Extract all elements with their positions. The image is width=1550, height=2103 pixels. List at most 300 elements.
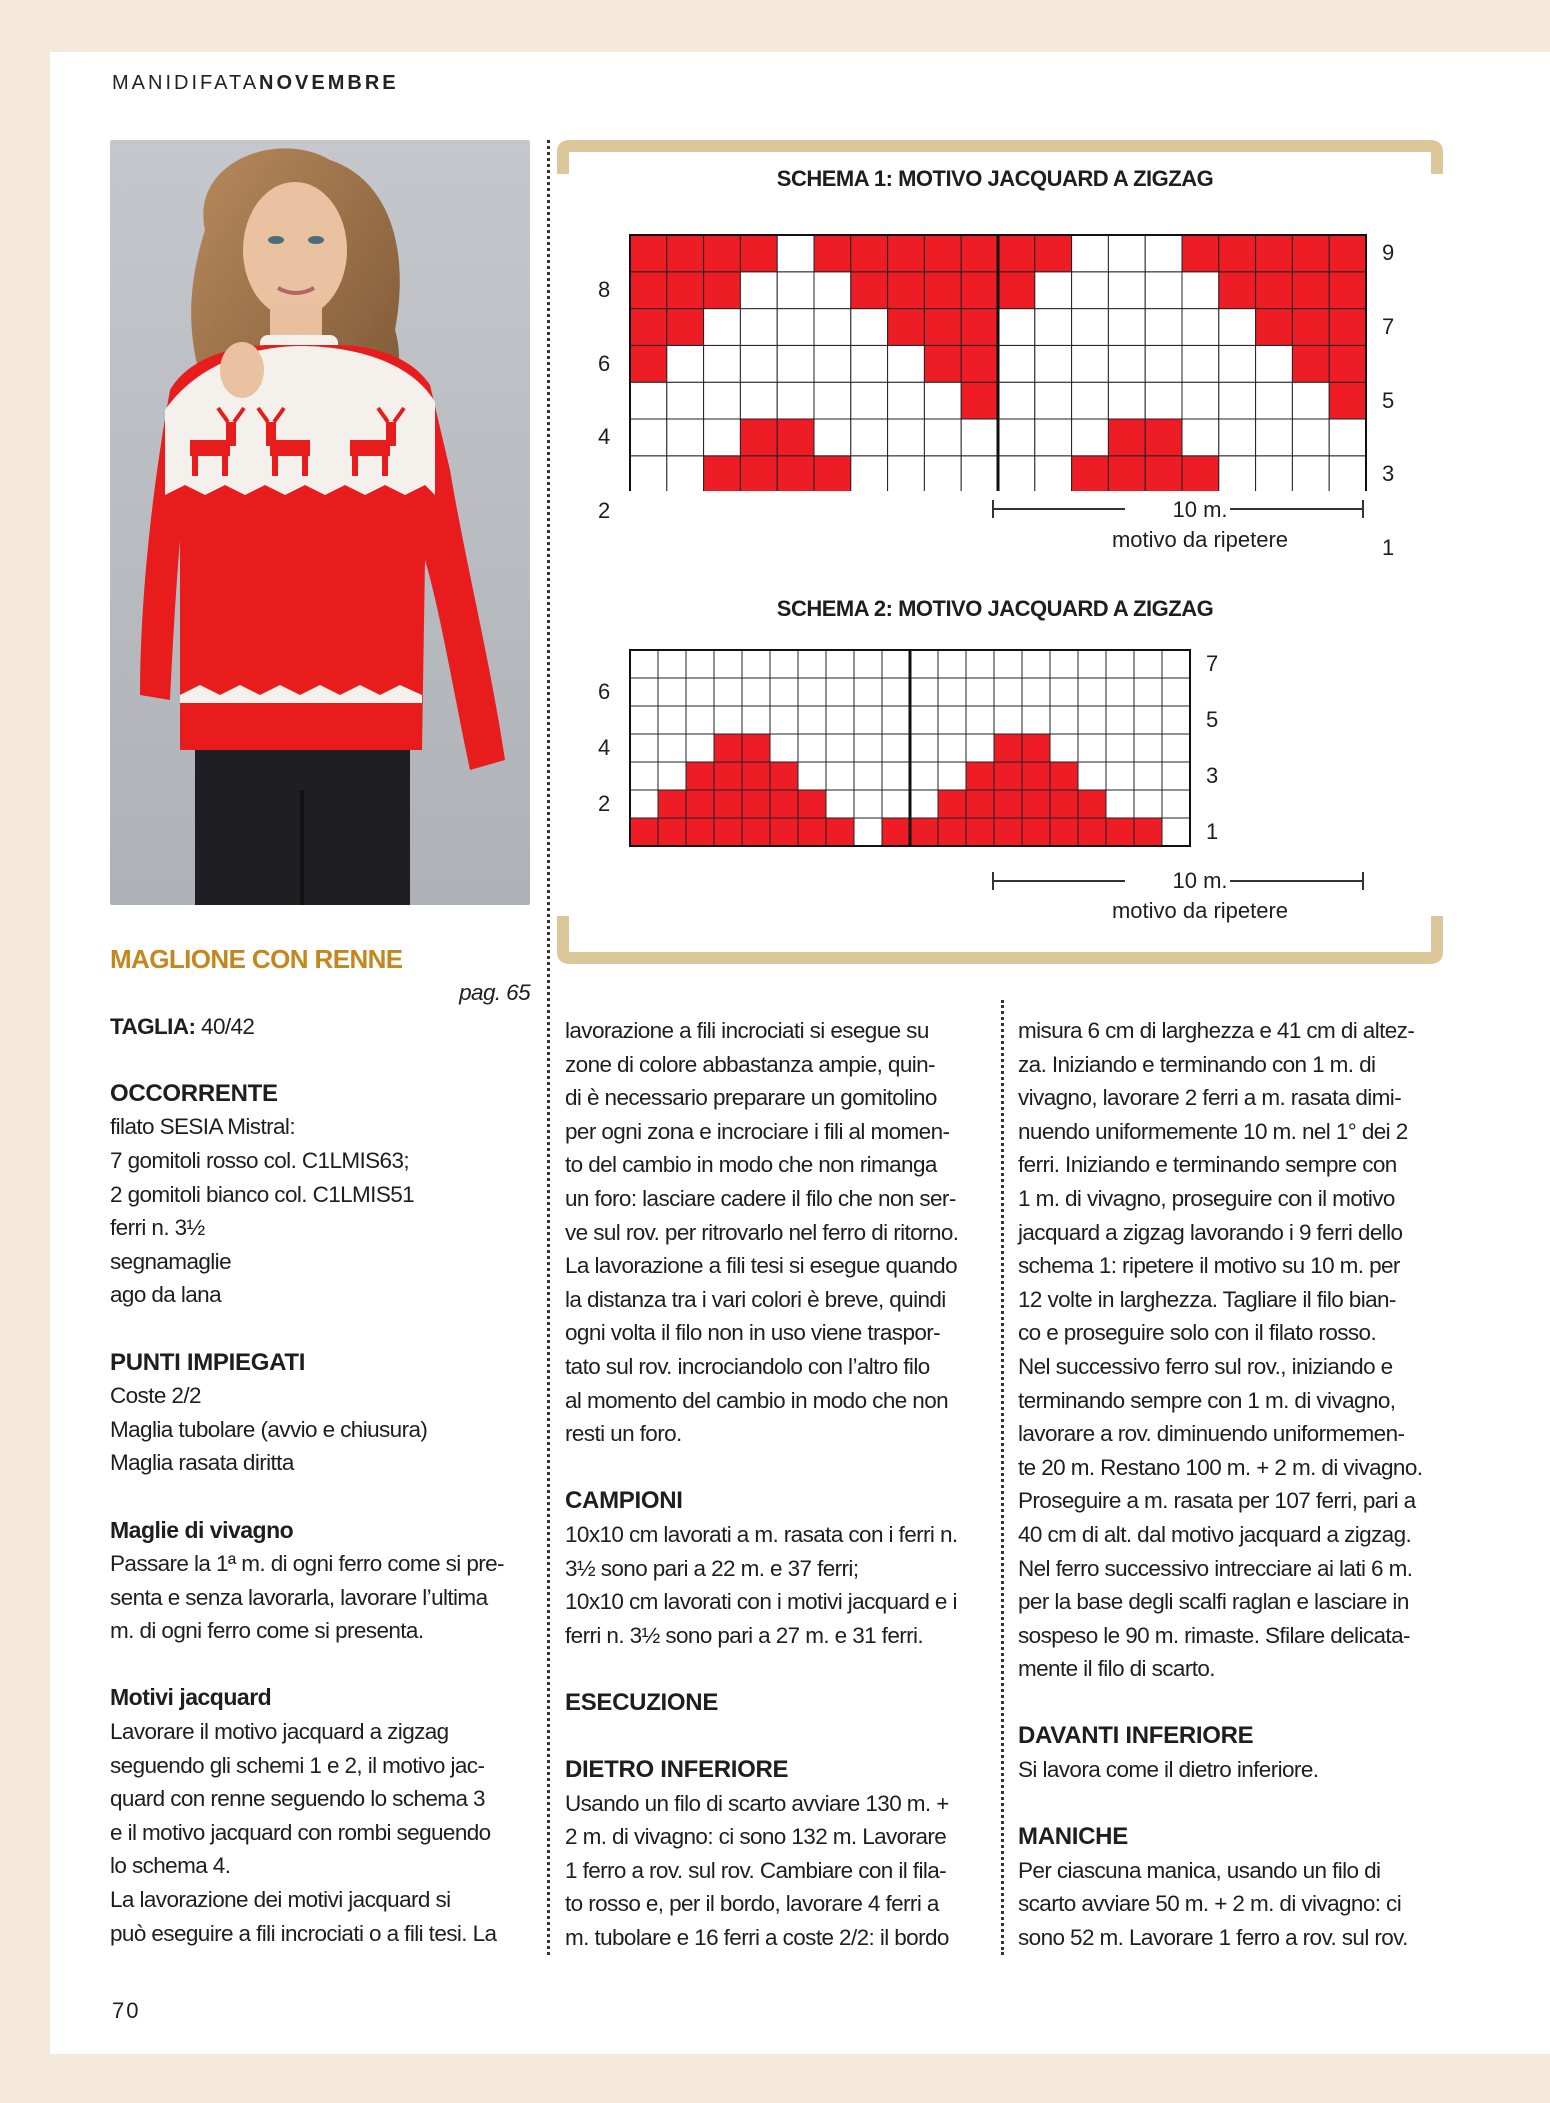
intro-line: al momento del cambio in modo che non (565, 1387, 949, 1413)
schema1-cell (1145, 419, 1182, 456)
schema1-cell (1292, 272, 1329, 309)
schema2-cell (938, 650, 966, 678)
schema1-cell (1256, 345, 1293, 382)
schema1-cell (630, 309, 667, 346)
schema2-cell (826, 678, 854, 706)
schema2-cell (630, 706, 658, 734)
schema1-cell (1329, 272, 1366, 309)
schema2-repeat-text: motivo da ripetere (1111, 898, 1289, 923)
schema2-cell (882, 678, 910, 706)
schema2-cell (1106, 790, 1134, 818)
schema2-cell (854, 734, 882, 762)
vivagno-line: m. di ogni ferro come si presenta. (110, 1618, 424, 1644)
schema2-cell (882, 650, 910, 678)
schema2-cell (770, 650, 798, 678)
schema2-cell (770, 818, 798, 846)
schema1-cell (1256, 272, 1293, 309)
schema1-cell (998, 272, 1035, 309)
schema2-cell (798, 706, 826, 734)
schema2-cell (630, 818, 658, 846)
schema2-cell (966, 734, 994, 762)
schema1-cell (961, 309, 998, 346)
schema1-cell (814, 235, 851, 272)
schema1-cell (924, 456, 961, 491)
schema2-cell (1134, 678, 1162, 706)
schema2-cell (994, 734, 1022, 762)
schema1-cell (1256, 235, 1293, 272)
schema1-cell (814, 456, 851, 491)
cont-line: 40 cm di alt. dal motivo jacquard a zigzag. (1018, 1521, 1412, 1547)
schema1-cell (1182, 309, 1219, 346)
schema2-cell (966, 790, 994, 818)
schema1-cell (1292, 382, 1329, 419)
schema1-cell (1329, 235, 1366, 272)
schema2-cell (854, 678, 882, 706)
schema2-cell (658, 734, 686, 762)
schema1-row-number: 2 (598, 498, 611, 523)
davanti-heading: DAVANTI INFERIORE (1018, 1722, 1254, 1750)
schema2-cell (966, 762, 994, 790)
schema1-cell (1145, 272, 1182, 309)
intro-line: la distanza tra i vari colori è breve, quindi (565, 1286, 946, 1312)
schema1-cell (630, 345, 667, 382)
schema1-cell (704, 235, 741, 272)
schema2-cell (1022, 790, 1050, 818)
schema2-cell (798, 650, 826, 678)
schema2-cell (1106, 762, 1134, 790)
schema2-cell (658, 762, 686, 790)
schema1-cell (888, 345, 925, 382)
schema1-repeat-label (1050, 495, 1350, 555)
campioni-line: ferri n. 3½ sono pari a 27 m. e 31 ferri. (565, 1622, 924, 1648)
schema1-cell (1035, 235, 1072, 272)
jacquard-line: e il motivo jacquard con rombi seguendo (110, 1819, 491, 1845)
schema2-cell (882, 706, 910, 734)
schema1-cell (814, 382, 851, 419)
schema1-cell (777, 309, 814, 346)
schema1-row-number: 9 (1382, 240, 1395, 266)
schema1-cell (1145, 382, 1182, 419)
schema1-cell (1182, 272, 1219, 309)
schema2-row-number: 2 (598, 791, 611, 816)
schema2-cell (686, 678, 714, 706)
schema1-cell (1256, 419, 1293, 456)
size-line (110, 1010, 530, 1044)
schema1-cell (961, 345, 998, 382)
schema2-cell (798, 734, 826, 762)
schema1-cell (1145, 309, 1182, 346)
dietro-line: 1 ferro a rov. sul rov. Cambiare con il fila- (565, 1857, 947, 1883)
schema1-cell (998, 419, 1035, 456)
schema2-cell (1106, 678, 1134, 706)
schema1-cell (667, 456, 704, 491)
schema1-cell (630, 419, 667, 456)
schema2-cell (742, 650, 770, 678)
schema2-cell (658, 678, 686, 706)
schema2-cell (742, 678, 770, 706)
schema2-cell (1022, 650, 1050, 678)
intro-line: zone di colore abbastanza ampie, quin- (565, 1051, 935, 1077)
schema1-cell (1329, 309, 1366, 346)
schema1-cell (1035, 419, 1072, 456)
column-3 (1018, 1014, 1448, 1955)
schema1-row-number: 7 (1382, 314, 1395, 339)
schema1-cell (777, 235, 814, 272)
punti-line: Coste 2/2 (110, 1383, 201, 1409)
schema2-cell (1134, 818, 1162, 846)
schema1-cell (851, 382, 888, 419)
schema2-cell (770, 762, 798, 790)
size-label: TAGLIA: (110, 1013, 196, 1039)
schema1-cell (924, 272, 961, 309)
schema2-cell (826, 650, 854, 678)
schema2-cell (938, 734, 966, 762)
schema2-cell (826, 706, 854, 734)
schema2-cell (630, 650, 658, 678)
schema2-cell (714, 762, 742, 790)
schema1-cell (1329, 419, 1366, 456)
campioni-heading: CAMPIONI (565, 1487, 683, 1515)
schema1-cell (1072, 309, 1109, 346)
dietro-line: m. tubolare e 16 ferri a coste 2/2: il bordo (565, 1925, 949, 1951)
schema1-cell (777, 382, 814, 419)
schema2-cell (1134, 706, 1162, 734)
schema2-cell (994, 706, 1022, 734)
cont-line: mente il filo di scarto. (1018, 1656, 1215, 1682)
schema2-cell (1022, 678, 1050, 706)
jacquard-line: La lavorazione dei motivi jacquard si (110, 1887, 451, 1913)
schema2-cell (1078, 790, 1106, 818)
schema1-cell (1108, 272, 1145, 309)
schema1-row-number: 5 (1382, 387, 1395, 413)
cont-line: schema 1: ripetere il motivo su 10 m. per (1018, 1253, 1400, 1279)
schema1-row-number: 1 (1382, 534, 1395, 560)
schema1-cell (1072, 272, 1109, 309)
schema1-cell (704, 456, 741, 491)
schema2-row-number: 1 (1206, 819, 1219, 844)
schema1-cell (777, 419, 814, 456)
schema2-cell (1050, 818, 1078, 846)
schema1-cell (1219, 345, 1256, 382)
schema1-cell (1072, 419, 1109, 456)
schema2-cell (994, 790, 1022, 818)
schema2-cell (770, 734, 798, 762)
schema1-cell (924, 345, 961, 382)
cont-line: misura 6 cm di larghezza e 41 cm di altez- (1018, 1018, 1415, 1043)
schema2-cell (1106, 818, 1134, 846)
schema2-row-number: 4 (598, 735, 611, 760)
schema2-row-number: 3 (1206, 763, 1219, 788)
schema2-cell (826, 790, 854, 818)
schema1-cell (704, 272, 741, 309)
schema1-cell (998, 345, 1035, 382)
schema2-cell (686, 650, 714, 678)
vivagno-line: Passare la 1ª m. di ogni ferro come si pre- (110, 1551, 504, 1577)
schema2-cell (742, 706, 770, 734)
schema1-cell (777, 272, 814, 309)
occorrente-line: segnamaglie (110, 1248, 231, 1274)
schema2-cell (910, 706, 938, 734)
dietro-line: to rosso e, per il bordo, lavorare 4 ferri a (565, 1891, 939, 1917)
schema2-cell (686, 762, 714, 790)
schema1-cell (814, 272, 851, 309)
schema2-cell (910, 734, 938, 762)
schema1-cell (814, 309, 851, 346)
schema1-cell (851, 456, 888, 491)
schema2-cell (1134, 762, 1162, 790)
schema2-cell (910, 818, 938, 846)
schema1-cell (1035, 382, 1072, 419)
cont-line: vivagno, lavorare 2 ferri a m. rasata dimi- (1018, 1085, 1402, 1111)
schema2-cell (1078, 818, 1106, 846)
maniche-line: sono 52 m. Lavorare 1 ferro a rov. sul rov. (1018, 1925, 1408, 1951)
column-divider-right (1001, 1000, 1004, 1955)
jacquard-line: quard con renne seguendo lo schema 3 (110, 1786, 485, 1812)
schema2-cell (854, 790, 882, 818)
jacquard-line: Lavorare il motivo jacquard a zigzag (110, 1719, 449, 1745)
schema1-cell (1072, 235, 1109, 272)
punti-line: Maglia rasata diritta (110, 1450, 294, 1476)
schema2-cell (910, 762, 938, 790)
schema2-cell (714, 734, 742, 762)
cont-line: sospeso le 90 m. rimaste. Sfilare delicata- (1018, 1622, 1410, 1648)
cont-line: co e proseguire solo con il filato rosso. (1018, 1320, 1377, 1346)
schema2-cell (1078, 678, 1106, 706)
schema1-cell (1145, 456, 1182, 491)
schema2-cell (1162, 818, 1190, 846)
vivagno-line: senta e senza lavorarla, lavorare l’ultima (110, 1584, 488, 1610)
schema2-grid (628, 648, 1368, 850)
sweater-photo (110, 140, 530, 905)
schema1-cell (704, 345, 741, 382)
schema2-cell (630, 678, 658, 706)
schema1-row-number: 8 (598, 277, 611, 303)
schema1-cell (740, 272, 777, 309)
schema2-cell (854, 762, 882, 790)
intro-line: tato sul rov. incrociandolo con l’altro filo (565, 1353, 930, 1379)
schema2-cell (1022, 818, 1050, 846)
schema1-cell (1292, 456, 1329, 491)
davanti-line: Si lavora come il dietro inferiore. (1018, 1757, 1319, 1783)
schema1-cell (704, 309, 741, 346)
schema1-cell (998, 456, 1035, 491)
schema2-cell (630, 790, 658, 818)
schema2-cell (1162, 762, 1190, 790)
schema1-cell (1219, 309, 1256, 346)
schema1-cell (1035, 456, 1072, 491)
schema2-cell (1134, 650, 1162, 678)
schema1-cell (1035, 345, 1072, 382)
jacquard-line: seguendo gli schemi 1 e 2, il motivo jac- (110, 1752, 485, 1778)
schema1-cell (1329, 345, 1366, 382)
schema2-cell (1078, 706, 1106, 734)
schema2-cell (686, 818, 714, 846)
intro-line: resti un foro. (565, 1421, 682, 1447)
schema2-cell (1022, 706, 1050, 734)
schema2-cell (686, 706, 714, 734)
schema2-cell (1162, 678, 1190, 706)
cont-line: Nel ferro successivo intrecciare ai lati 6 m. (1018, 1555, 1413, 1581)
schema1-cell (888, 235, 925, 272)
page-number: 70 (112, 1998, 141, 2023)
intro-line: ve sul rov. per ritrovarlo nel ferro di ritorno. (565, 1219, 959, 1245)
schema1-cell (1256, 382, 1293, 419)
schema1-cell (1292, 309, 1329, 346)
intro-line: lavorazione a fili incrociati si esegue su (565, 1018, 929, 1043)
schema1-row-number: 4 (598, 424, 611, 450)
schema1-cell (740, 419, 777, 456)
campioni-line: 10x10 cm lavorati a m. rasata con i ferri n. (565, 1521, 958, 1547)
schema1-row-number: 3 (1382, 461, 1395, 487)
schema2-cell (714, 818, 742, 846)
cont-line: za. Iniziando e terminando con 1 m. di (1018, 1051, 1376, 1077)
schema2-cell (1022, 734, 1050, 762)
schema1-repeat-text: motivo da ripetere (1111, 527, 1289, 552)
schema1-cell (961, 272, 998, 309)
schema1-cell (888, 382, 925, 419)
schema1-cell (1292, 345, 1329, 382)
occorrente-line: 2 gomitoli bianco col. C1LMIS51 (110, 1181, 415, 1207)
schema2-cell (1106, 734, 1134, 762)
schema1-cell (667, 382, 704, 419)
schema1-cell (1108, 345, 1145, 382)
schema1-cell (998, 309, 1035, 346)
schema2-cell (770, 790, 798, 818)
schema2-cell (1078, 734, 1106, 762)
occorrente-line: ago da lana (110, 1282, 222, 1308)
schema2-repeat-stitches: 10 m. (1172, 868, 1228, 893)
schema1-cell (777, 345, 814, 382)
punti-heading: PUNTI IMPIEGATI (110, 1348, 306, 1376)
schema2-cell (1106, 706, 1134, 734)
schema1-cell (961, 235, 998, 272)
schema2-cell (994, 650, 1022, 678)
schema1-cell (667, 235, 704, 272)
schema2-cell (966, 678, 994, 706)
occorrente-line: filato SESIA Mistral: (110, 1114, 295, 1140)
schema2-cell (630, 762, 658, 790)
schema1-cell (924, 309, 961, 346)
schema1-cell (1108, 419, 1145, 456)
schema1-title: SCHEMA 1: MOTIVO JACQUARD A ZIGZAG (776, 166, 1214, 191)
schema2-cell (938, 762, 966, 790)
schema1-cell (630, 382, 667, 419)
schema1-cell (1219, 419, 1256, 456)
schema2-cell (1078, 650, 1106, 678)
schema1-cell (740, 345, 777, 382)
schema2-cell (770, 706, 798, 734)
schema2-cell (854, 706, 882, 734)
cont-line: 1 m. di vivagno, proseguire con il motivo (1018, 1185, 1395, 1211)
column-1 (110, 942, 530, 1950)
article-title: MAGLIONE CON RENNE (110, 944, 403, 974)
schema1-cell (1145, 235, 1182, 272)
schema2-cell (994, 818, 1022, 846)
cont-line: lavorare a rov. diminuendo uniformemen- (1018, 1421, 1405, 1447)
schema2-cell (994, 762, 1022, 790)
cont-line: ferri. Iniziando e terminando sempre con (1018, 1152, 1397, 1178)
schema2-cell (742, 762, 770, 790)
schema1-cell (1182, 345, 1219, 382)
schema2-cell (742, 790, 770, 818)
jacquard-line: lo schema 4. (110, 1853, 231, 1879)
dietro-line: Usando un filo di scarto avviare 130 m. + (565, 1790, 949, 1816)
schema2-cell (882, 818, 910, 846)
schema1-cell (851, 272, 888, 309)
schema1-cell (740, 382, 777, 419)
schema2-cell (854, 818, 882, 846)
schema1-cell (1292, 235, 1329, 272)
schema2-cell (658, 706, 686, 734)
cont-line: Proseguire a m. rasata per 107 ferri, pari a (1018, 1488, 1416, 1514)
jacquard-line: può eseguire a fili incrociati o a fili tesi. La (110, 1920, 497, 1946)
schema2-cell (798, 678, 826, 706)
schema2-cell (1050, 762, 1078, 790)
intro-line: di è necessario preparare un gomitolino (565, 1085, 937, 1111)
maniche-line: Per ciascuna manica, usando un filo di (1018, 1857, 1381, 1883)
schema1-cell (1108, 309, 1145, 346)
schema1-cell (630, 235, 667, 272)
occorrente-line: 7 gomitoli rosso col. C1LMIS63; (110, 1147, 410, 1173)
schema2-cell (714, 678, 742, 706)
schema1-cell (998, 235, 1035, 272)
schema1-cell (814, 345, 851, 382)
schema1-cell (1035, 309, 1072, 346)
schema1-cell (1219, 456, 1256, 491)
schema2-cell (742, 818, 770, 846)
occorrente-line: ferri n. 3½ (110, 1215, 205, 1241)
schema2-row-number: 6 (598, 679, 611, 704)
jacquard-heading: Motivi jacquard (110, 1684, 272, 1711)
schema2-cell (1050, 706, 1078, 734)
schema1-cell (888, 272, 925, 309)
schema1-cell (1219, 272, 1256, 309)
column-2 (565, 1014, 990, 1955)
schema1-cell (1256, 309, 1293, 346)
schema2-cell (630, 734, 658, 762)
schema1-cell (704, 419, 741, 456)
schema2-cell (966, 706, 994, 734)
intro-line: un foro: lasciare cadere il filo che non ser- (565, 1185, 956, 1211)
schema2-cell (742, 734, 770, 762)
schema2-cell (910, 678, 938, 706)
dietro-line: 2 m. di vivagno: ci sono 132 m. Lavorare (565, 1824, 947, 1850)
cont-line: jacquard a zigzag lavorando i 9 ferri dello (1018, 1219, 1403, 1245)
schema2-cell (938, 706, 966, 734)
schema1-cell (961, 456, 998, 491)
column-divider-left (547, 140, 550, 1955)
schema1-cell (667, 309, 704, 346)
schema2-cell (826, 734, 854, 762)
schema1-cell (851, 419, 888, 456)
schema2-cell (658, 818, 686, 846)
schema2-cell (938, 818, 966, 846)
schema2-cell (658, 650, 686, 678)
schema1-cell (924, 382, 961, 419)
schema2-cell (686, 790, 714, 818)
schema2-cell (826, 818, 854, 846)
schema1-cell (998, 382, 1035, 419)
intro-line: to del cambio in modo che non rimanga (565, 1152, 937, 1178)
schema1-cell (1108, 235, 1145, 272)
campioni-line: 10x10 cm lavorati con i motivi jacquard e i (565, 1589, 957, 1615)
schema2-title: SCHEMA 2: MOTIVO JACQUARD A ZIGZAG (776, 596, 1214, 621)
schema2-cell (882, 790, 910, 818)
schema2-cell (1022, 762, 1050, 790)
schema2-cell (1050, 790, 1078, 818)
schema2-cell (798, 762, 826, 790)
intro-line: La lavorazione a fili tesi si esegue quando (565, 1253, 957, 1279)
